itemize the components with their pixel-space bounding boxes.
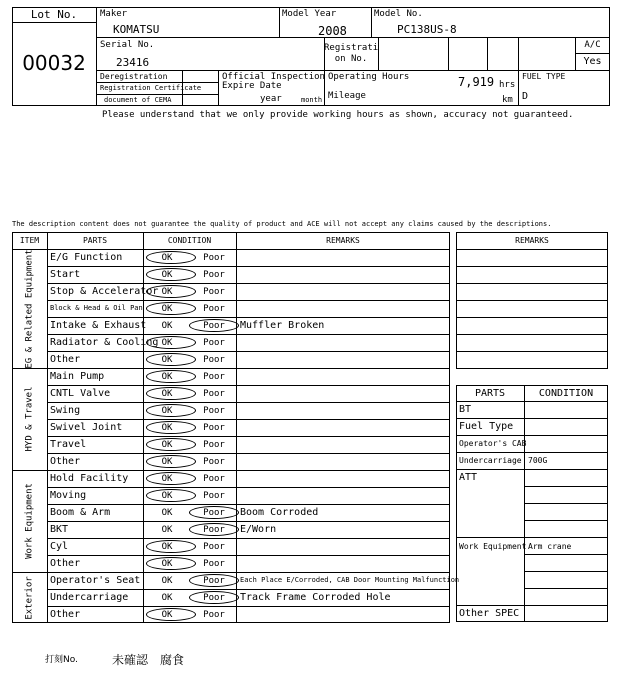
poor-option: Poor: [203, 388, 225, 399]
inspection-expire-label-2: Expire Date: [222, 81, 282, 91]
col-condition-header: CONDITION: [167, 236, 212, 245]
fuel-type-label: FUEL TYPE: [522, 72, 566, 81]
deregistration-label: Deregistration: [100, 72, 168, 81]
part-label: Undercarriage: [50, 591, 129, 603]
part-label: Swing: [50, 404, 81, 416]
ok-option: OK: [161, 592, 173, 603]
model-year-label: Model Year: [282, 9, 337, 19]
remark-text: Each Place E/Corroded, CAB Door Mounting Malfunction: [240, 575, 460, 584]
ok-selected-circle: [146, 540, 196, 553]
lot-label: Lot No.: [30, 8, 78, 21]
ok-option: OK: [161, 269, 173, 280]
poor-option: Poor: [203, 507, 225, 518]
remark-text: Muffler Broken: [240, 319, 325, 331]
ok-selected-circle: [146, 302, 196, 315]
ok-selected-circle: [146, 370, 196, 383]
ac-value: Yes: [583, 56, 602, 67]
part-label: Radiator & Cooling: [50, 336, 159, 348]
undercarriage-value: 700G: [528, 456, 548, 465]
col-parts-header: PARTS: [82, 236, 108, 245]
group-label: HYD & Travel: [24, 386, 34, 452]
stamp-value: 未確認 腐食: [112, 653, 185, 667]
other-spec-label: Other SPEC: [459, 608, 520, 619]
poor-selected-circle: [189, 319, 239, 332]
poor-option: Poor: [203, 286, 225, 297]
part-label: CNTL Valve: [50, 387, 111, 399]
part-label: Intake & Exhaust: [50, 319, 147, 331]
poor-option: Poor: [203, 439, 225, 450]
att-label: ATT: [459, 472, 478, 483]
poor-option: Poor: [203, 473, 225, 484]
ok-option: OK: [161, 541, 173, 552]
ok-selected-circle: [146, 285, 196, 298]
model-no-label: Model No.: [374, 9, 423, 19]
undercarriage-label: Undercarriage: [459, 456, 522, 465]
poor-option: Poor: [203, 320, 225, 331]
poor-selected-circle: [189, 591, 239, 604]
work-equipment-label: Work Equipment: [459, 542, 527, 551]
ok-option: OK: [161, 286, 173, 297]
fuel-type-value: D: [522, 91, 529, 102]
group-label: EG & Related Equipment: [24, 248, 34, 369]
poor-option: Poor: [203, 609, 225, 620]
part-label: Travel: [50, 438, 87, 450]
stamp-label: 打刻No.: [45, 655, 78, 665]
ok-selected-circle: [146, 438, 196, 451]
inspection-expire-label: Official Inspection: [222, 72, 325, 82]
poor-option: Poor: [203, 490, 225, 501]
part-label: Other: [50, 455, 81, 467]
ok-option: OK: [161, 439, 173, 450]
serial-label: Serial No.: [100, 40, 155, 50]
part-label: Block & Head & Oil Pan: [50, 303, 143, 312]
col-item-header: ITEM: [19, 236, 40, 245]
poor-option: Poor: [203, 303, 225, 314]
group-label: Exterior: [24, 575, 34, 620]
bt-label: BT: [459, 404, 472, 415]
right-parts-header: PARTS: [474, 388, 506, 399]
model-no-value: PC138US-8: [397, 23, 457, 36]
part-label: Start: [50, 268, 81, 280]
ok-option: OK: [161, 575, 173, 586]
ok-option: OK: [161, 371, 173, 382]
ok-selected-circle: [146, 489, 196, 502]
remark-text: Boom Corroded: [240, 506, 319, 518]
ok-option: OK: [161, 422, 173, 433]
serial-value: 23416: [116, 56, 150, 69]
ok-selected-circle: [146, 353, 196, 366]
part-label: E/G Function: [50, 251, 123, 263]
ac-label: A/C: [584, 40, 601, 50]
ok-selected-circle: [146, 387, 196, 400]
poor-option: Poor: [203, 575, 225, 586]
ok-option: OK: [161, 456, 173, 467]
part-label: Boom & Arm: [50, 506, 111, 518]
ok-selected-circle: [146, 608, 196, 621]
group-label: Work Equipment: [24, 483, 34, 559]
ok-option: OK: [161, 252, 173, 263]
ok-selected-circle: [146, 336, 196, 349]
ok-selected-circle: [146, 421, 196, 434]
registration-label-2: on No.: [334, 54, 368, 64]
part-label: Hold Facility: [50, 472, 129, 484]
poor-option: Poor: [203, 252, 225, 263]
col-remarks-header: REMARKS: [326, 236, 360, 245]
ok-option: OK: [161, 303, 173, 314]
poor-option: Poor: [203, 456, 225, 467]
ok-option: OK: [161, 558, 173, 569]
poor-option: Poor: [203, 269, 225, 280]
hours-unit: hrs: [499, 80, 516, 90]
ok-option: OK: [161, 354, 173, 365]
cema-document-label: document of CEMA: [104, 96, 172, 104]
part-label: BKT: [50, 523, 69, 535]
part-label: Other: [50, 557, 81, 569]
poor-option: Poor: [203, 422, 225, 433]
ok-option: OK: [161, 337, 173, 348]
poor-selected-circle: [189, 523, 239, 536]
maker-label: Maker: [100, 9, 128, 19]
ok-selected-circle: [146, 557, 196, 570]
part-label: Swivel Joint: [50, 421, 123, 433]
part-label: Main Pump: [50, 370, 105, 382]
operating-hours-value: 7,919: [458, 75, 495, 89]
poor-option: Poor: [203, 337, 225, 348]
maker-value: KOMATSU: [113, 23, 160, 36]
registration-label: Registrati: [324, 43, 379, 53]
poor-option: Poor: [203, 541, 225, 552]
fuel-type-row-label: Fuel Type: [459, 421, 514, 432]
part-label: Other: [50, 353, 81, 365]
ok-option: OK: [161, 320, 173, 331]
ok-option: OK: [161, 405, 173, 416]
poor-option: Poor: [203, 558, 225, 569]
ok-option: OK: [161, 490, 173, 501]
part-label: Operator's Seat: [50, 574, 141, 586]
registration-certificate-label: Registration Certificate: [100, 84, 202, 92]
part-label: Other: [50, 608, 81, 620]
ok-option: OK: [161, 609, 173, 620]
hours-notice: Please understand that we only provide working hours as shown, accuracy not guaranteed.: [102, 110, 574, 120]
poor-option: Poor: [203, 405, 225, 416]
ok-selected-circle: [146, 455, 196, 468]
operating-hours-label: Operating Hours: [328, 72, 410, 82]
km-unit: km: [502, 95, 513, 105]
model-year-value: 2008: [318, 24, 347, 38]
remark-text: E/Worn: [240, 523, 277, 535]
operator-cab-label: Operator's CAB: [459, 439, 527, 448]
part-label: Moving: [50, 489, 87, 501]
poor-option: Poor: [203, 371, 225, 382]
poor-option: Poor: [203, 592, 225, 603]
ok-option: OK: [161, 388, 173, 399]
lot-number: 00032: [22, 51, 86, 75]
ok-selected-circle: [146, 251, 196, 264]
ok-option: OK: [161, 524, 173, 535]
disclaimer-text: The description content does not guarantee the quality of product and ACE will not accept any claims caused by the descriptions.: [12, 220, 552, 228]
part-label: Stop & Accelerator: [50, 285, 159, 297]
right-remarks-header: REMARKS: [515, 236, 549, 245]
ok-option: OK: [161, 507, 173, 518]
right-condition-header: CONDITION: [538, 388, 594, 399]
ok-selected-circle: [146, 404, 196, 417]
mileage-label: Mileage: [328, 91, 366, 101]
ok-selected-circle: [146, 472, 196, 485]
month-label: month: [301, 96, 323, 104]
poor-option: Poor: [203, 524, 225, 535]
poor-selected-circle: [189, 506, 239, 519]
remark-text: Track Frame Corroded Hole: [240, 591, 391, 603]
work-equipment-value: Arm crane: [528, 542, 572, 551]
year-label: year: [260, 94, 282, 104]
part-label: Cyl: [50, 540, 69, 552]
poor-option: Poor: [203, 354, 225, 365]
poor-selected-circle: [189, 574, 239, 587]
ok-option: OK: [161, 473, 173, 484]
ok-selected-circle: [146, 268, 196, 281]
